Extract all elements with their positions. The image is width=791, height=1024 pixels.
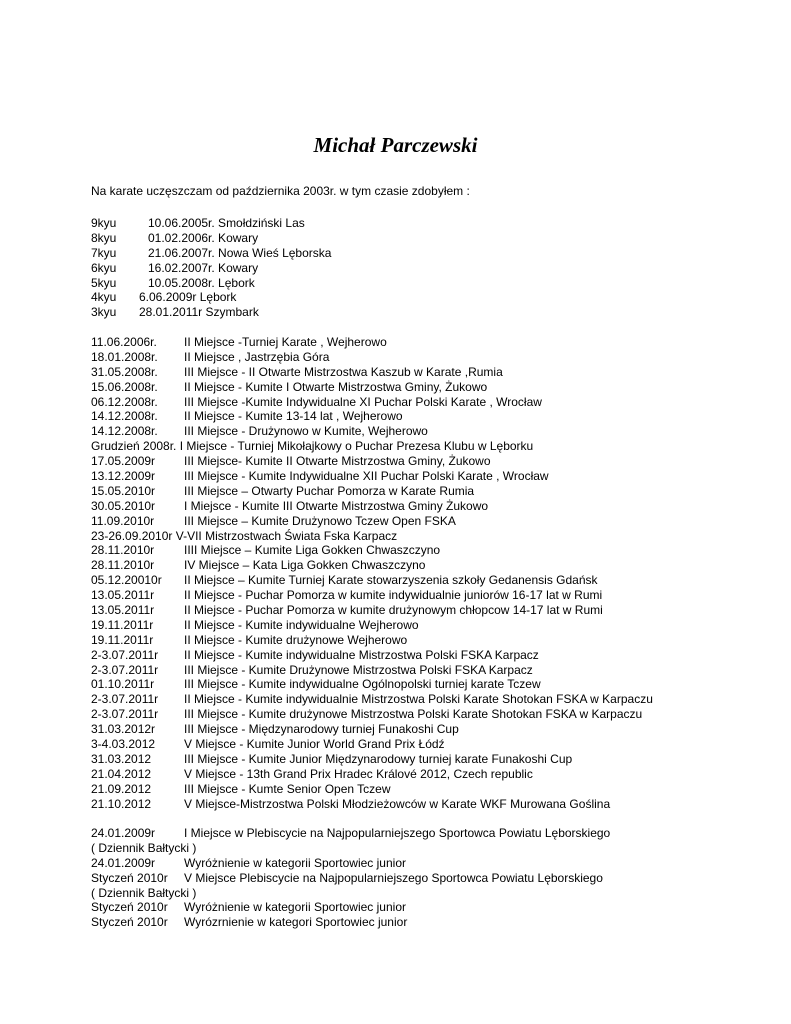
result-item-text: III Miejsce - Kumte Senior Open Tczew (184, 781, 391, 796)
result-item-date: 3-4.03.2012 (91, 737, 156, 752)
result-item-date: 01.10.2011r (91, 677, 155, 692)
result-item-text: II Miejsce - Kumite indywidualne Wejherowo (184, 617, 419, 632)
result-item-date: 21.09.2012 (91, 781, 152, 796)
result-item-text: III Miejsce - Kumite Junior Międzynarodowy turniej karate Funakoshi Cup (184, 751, 573, 766)
result-item-text: III Miejsce- Kumite II Otwarte Mistrzostwa Gminy, Żukowo (184, 454, 491, 469)
result-item-text: II Miejsce - Kumite indywidualne Mistrzostwa Polski FSKA Karpacz (184, 647, 539, 662)
result-item-text: II Miejsce - Kumite 13-14 lat , Wejherowo (184, 409, 403, 424)
result-item-date: 31.05.2008r. (91, 364, 158, 379)
result-item-text: III Miejsce - II Otwarte Mistrzostwa Kaszub w Karate ,Rumia (184, 364, 503, 379)
result-item-date: 2-3.07.2011r (91, 647, 159, 662)
result-item-text: V Miejsce - 13th Grand Prix Hradec Králové 2012, Czech republic (184, 766, 533, 781)
result-item-text: II Miejsce , Jastrzębia Góra (184, 349, 330, 364)
result-item-date: 13.12.2009r (91, 469, 156, 484)
result-item-date: 13.05.2011r (91, 588, 155, 603)
result-item-text: I Miejsce - Kumite III Otwarte Mistrzostwa Gminy Żukowo (184, 498, 489, 513)
result-item-text: III Miejsce - Kumite drużynowe Mistrzostwa Polski Karate Shotokan FSKA w Karpaczu (184, 707, 643, 722)
award-item-text: Wyrózrnienie w kategori Sportowiec junior (184, 915, 408, 930)
result-item-date: 17.05.2009r (91, 454, 156, 469)
award-item-text: I Miejsce w Plebiscycie na Najpopularniejszego Sportowca Powiatu Lęborskiego (184, 826, 611, 840)
award-item-date: Styczeń 2010r (91, 900, 168, 915)
result-item-date: 28.11.2010r (91, 543, 155, 558)
result-item-date: 21.04.2012 (91, 766, 152, 781)
result-item-text: II Miejsce – Kumite Turniej Karate stowarzyszenia szkoły Gedanensis Gdańsk (184, 573, 598, 588)
intro-text: Na karate uczęszczam od października 2003r. w tym czasie zdobyłem : (91, 184, 470, 198)
result-item-date: 15.06.2008r. (91, 379, 158, 394)
result-item-text: III Miejsce – Otwarty Puchar Pomorza w Karate Rumia (184, 483, 475, 498)
result-item-text: III Miejsce -Kumite Indywidualne XI Puchar Polski Karate , Wrocław (184, 394, 542, 409)
result-item-date: 31.03.2012 (91, 751, 152, 766)
result-item-date: 11.09.2010r (91, 513, 155, 528)
result-item-text: II Miejsce - Kumite drużynowe Wejherowo (184, 632, 408, 647)
result-item-text: II Miejsce - Puchar Pomorza w kumite indywidualnie juniorów 16-17 lat w Rumi (184, 588, 603, 603)
kyu-rank: 5kyu (91, 275, 117, 290)
kyu-rank: 8kyu (91, 230, 117, 245)
result-item-date: 15.05.2010r (91, 483, 156, 498)
kyu-detail: 16.02.2007r. Kowary (148, 260, 259, 275)
result-item-text: IV Miejsce – Kata Liga Gokken Chwaszczyno (184, 558, 426, 573)
page-title: Michał Parczewski (313, 133, 478, 157)
result-item-date: 06.12.2008r. (91, 394, 158, 409)
result-item-text: III Miejsce – Kumite Drużynowo Tczew Open FSKA (184, 513, 456, 528)
result-item-text: III Miejsce - Kumite indywidualne Ogólnopolski turniej karate Tczew (184, 677, 541, 692)
result-item-date: 19.11.2011r (91, 632, 154, 647)
result-item-date: 28.11.2010r (91, 558, 155, 573)
award-item-date: Styczeń 2010r (91, 915, 168, 930)
result-item-date: 2-3.07.2011r (91, 707, 159, 722)
award-item-date: 24.01.2009r (91, 826, 156, 840)
result-item-text: II Miejsce - Puchar Pomorza w kumite drużynowym chłopcow 14-17 lat w Rumi (184, 603, 603, 618)
result-item-date: 30.05.2010r (91, 498, 156, 513)
kyu-detail: 21.06.2007r. Nowa Wieś Lęborska (148, 245, 332, 260)
result-item-text: III Miejsce - Drużynowo w Kumite, Wejherowo (184, 424, 428, 439)
kyu-detail: 6.06.2009r Lębork (139, 290, 237, 305)
result-item-date: 14.12.2008r. (91, 424, 158, 439)
result-item-text: III Miejsce - Kumite Drużynowe Mistrzostwa Polski FSKA Karpacz (184, 662, 533, 677)
result-item-date: 2-3.07.2011r (91, 662, 159, 677)
result-item-text: III Miejsce - Kumite Indywidualne XII Puchar Polski Karate , Wrocław (184, 469, 549, 484)
result-item-date: 21.10.2012 (91, 796, 152, 811)
result-item-date: 11.06.2006r. (91, 335, 157, 349)
kyu-detail: 28.01.2011r Szymbark (139, 305, 259, 320)
award-item-text: ( Dziennik Bałtycki ) (91, 840, 197, 855)
kyu-rank: 7kyu (91, 245, 117, 260)
award-item-text: Wyróżnienie w kategorii Sportowiec junior (184, 855, 406, 870)
result-item-text: 23-26.09.2010r V-VII Mistrzostwach Świata Fska Karpacz (91, 528, 398, 543)
result-item-date: 2-3.07.2011r (91, 692, 159, 707)
kyu-rank: 4kyu (91, 290, 117, 305)
result-item-text: II Miejsce -Turniej Karate , Wejherowo (184, 335, 387, 349)
result-item-text: IIII Miejsce – Kumite Liga Gokken Chwaszczyno (184, 543, 441, 558)
award-item-text: ( Dziennik Bałtycki ) (91, 885, 197, 900)
result-item-text: II Miejsce - Kumite I Otwarte Mistrzostwa Gminy, Żukowo (184, 379, 488, 394)
kyu-rank: 6kyu (91, 260, 117, 275)
kyu-detail: 10.05.2008r. Lębork (148, 275, 255, 290)
kyu-rank: 9kyu (91, 216, 117, 230)
result-item-text: V Miejsce-Mistrzostwa Polski Młodzieżowców w Karate WKF Murowana Goślina (184, 796, 611, 811)
award-item-date: Styczeń 2010r (91, 870, 168, 885)
kyu-detail: 10.06.2005r. Smołdziński Las (148, 216, 305, 230)
result-item-date: 14.12.2008r. (91, 409, 158, 424)
result-item-date: 13.05.2011r (91, 603, 155, 618)
result-item-text: II Miejsce - Kumite indywidualnie Mistrzostwa Polski Karate Shotokan FSKA w Karpaczu (184, 692, 653, 707)
result-item-text: III Miejsce - Międzynarodowy turniej Funakoshi Cup (184, 722, 459, 737)
kyu-detail: 01.02.2006r. Kowary (148, 230, 259, 245)
kyu-rank: 3kyu (91, 305, 117, 320)
result-item-date: 05.12.20010r (91, 573, 162, 588)
result-item-text: Grudzień 2008r. I Miejsce - Turniej Mikołajkowy o Puchar Prezesa Klubu w Lęborku (91, 439, 534, 454)
result-item-date: 18.01.2008r. (91, 349, 158, 364)
result-item-date: 19.11.2011r (91, 617, 154, 632)
award-item-date: 24.01.2009r (91, 855, 156, 870)
result-item-date: 31.03.2012r (91, 722, 156, 737)
award-item-text: V Miejsce Plebiscycie na Najpopularniejszego Sportowca Powiatu Lęborskiego (184, 870, 603, 885)
result-item-text: V Miejsce - Kumite Junior World Grand Prix Łódź (184, 737, 445, 752)
award-item-text: Wyróżnienie w kategorii Sportowiec junior (184, 900, 406, 915)
